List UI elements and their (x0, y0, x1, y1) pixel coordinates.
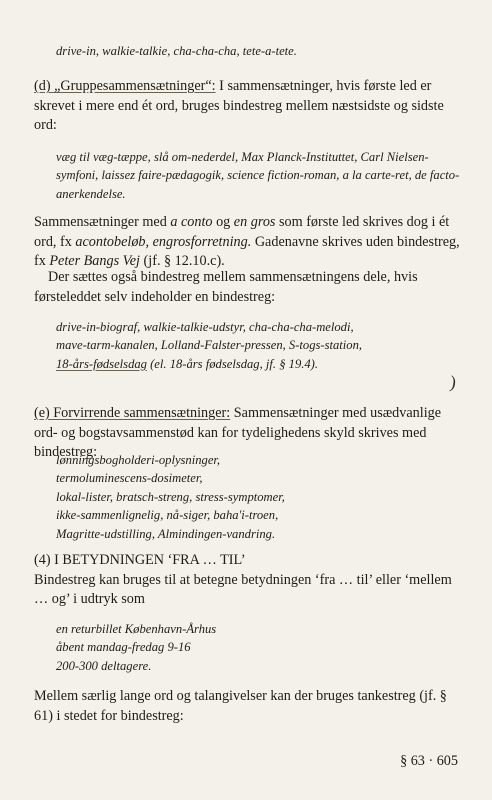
underlined-example: 18-års-fødselsdag (56, 356, 147, 371)
list-item: termoluminescens-dosimeter, (56, 471, 203, 486)
section-e-text: Sammensætninger med usædvanlige ord- og bogstavsammenstød kan for tydelighedens skyld skrives med bindestreg: (34, 405, 442, 461)
section-d-paragraph (34, 77, 460, 136)
list-item: 200-300 deltagere. (56, 658, 152, 673)
list-item: Magritte-udstilling, Almindingen-vandring. (56, 526, 276, 541)
section-e-examples (56, 451, 460, 543)
list-item: lønningsbogholderi-oplysninger, (56, 453, 221, 467)
page-folio: § 63 · 605 (400, 753, 458, 769)
list-item: en returbillet København-Århus (56, 622, 217, 636)
section-d-heading: (d) „Gruppesammensætninger“: (34, 78, 216, 94)
list-item: ikke-sammenlignelig, nå-siger, baha'i-troen, (56, 508, 279, 523)
section-4-heading: (4) I BETYDNINGEN ‘FRA … TIL’ (34, 552, 246, 568)
section-4-examples (56, 620, 460, 675)
section-4-paragraph (34, 551, 460, 610)
section-d-text: I sammensætninger, hvis første led er skrevet i mere end ét ord, bruges bindestreg mellem næstsidste og sidste ord: (34, 78, 444, 134)
list-item: åbent mandag-fredag 9-16 (56, 640, 191, 655)
intro-examples: drive-in, walkie-talkie, cha-cha-cha, tete-a-tete. (56, 44, 297, 58)
section-4-closing: Mellem særlig lange ord og talangivelser kan der bruges tankestreg (jf. § 61) i stedet for bindestreg: (34, 688, 447, 724)
section-d-hyphen-paragraph: Der sættes også bindestreg mellem sammensætningens dele, hvis førsteleddet selv indeholder en bindestreg: (34, 269, 418, 305)
section-4-text: Bindestreg kan bruges til at betegne betydningen ‘fra … til’ eller ‘mellem … og’ i udtryk som (34, 571, 452, 608)
section-e-heading: (e) Forvirrende sammensætninger: (34, 405, 231, 421)
list-item: lokal-lister, bratsch-streng, stress-symptomer, (56, 489, 285, 504)
section-d-examples-2: drive-in-biograf, walkie-talkie-udstyr, cha-cha-cha-melodi, mave-tarm-kanalen, Lolland-Falster-pressen, S-togs-station, 18-års-fødselsdag (el. 18-års fødselsdag, jf. § 19.4). (56, 320, 363, 371)
margin-mark: ) (448, 371, 458, 393)
section-d-examples: væg til væg-tæppe, slå om-nederdel, Max Planck-Instituttet, Carl Nielsen-symfoni, laissez faire-pædagogik, science fiction-roman, a la carte-ret, de facto-anerkendelse. (56, 150, 460, 201)
section-d-aconto-paragraph: Sammensætninger med a conto og en gros som første led skrives dog i ét ord, fx acontobeløb, engrosforretning. Gadenavne skrives uden bindestreg, fx Peter Bangs Vej (jf. § 12.10.c). (34, 214, 460, 270)
